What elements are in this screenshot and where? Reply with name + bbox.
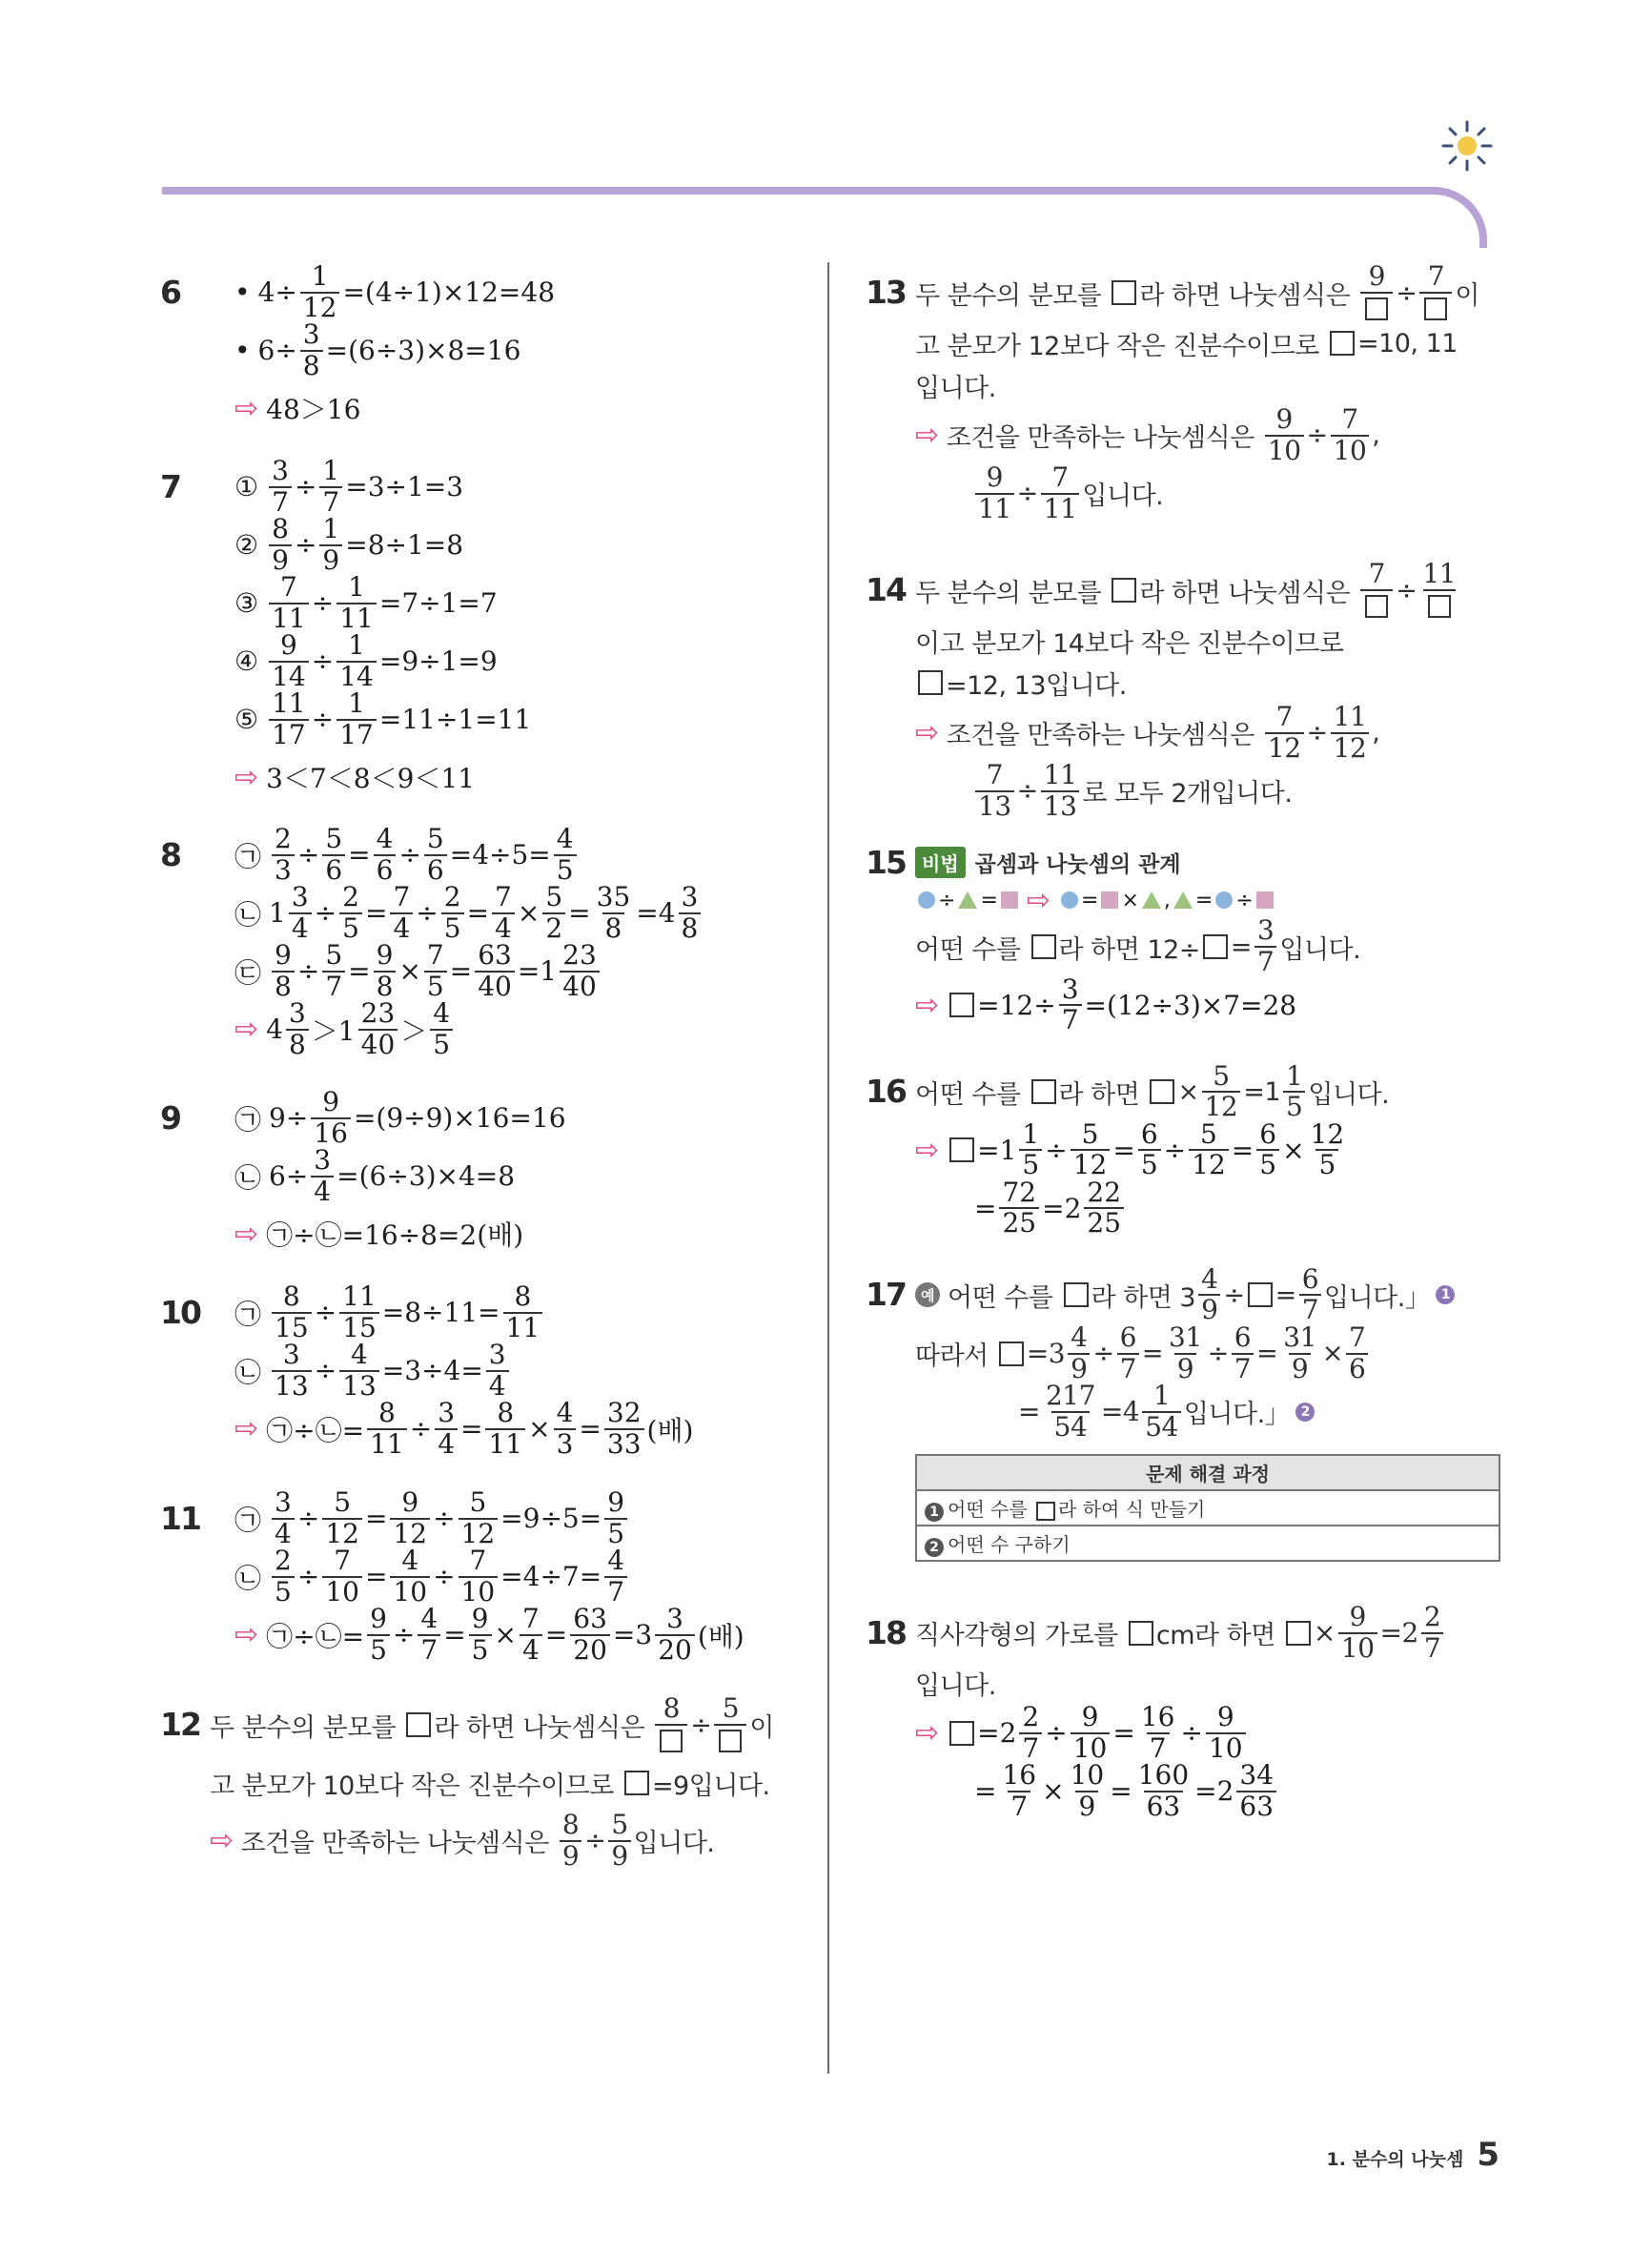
blank-box — [624, 1771, 649, 1795]
text: 어떤 수를 — [948, 1282, 1053, 1313]
triangle-icon — [958, 891, 977, 909]
blank-box — [1129, 1621, 1153, 1646]
text: 입니다. — [1308, 1079, 1390, 1110]
problem-14 — [866, 558, 1504, 822]
text: 입니다. — [633, 1829, 715, 1859]
arrow-right-icon: ⇨ — [235, 391, 259, 425]
arrow-right-icon: ⇨ — [915, 988, 940, 1022]
answer-line: ⇨ =1 $\frac{1}{5}$ ÷ $\frac{5}{12}$ = $\frac{6}{5}$ ÷ $\frac{5}{12}$ = $\frac{6}{5}$ × $\frac{12}{5}$ — [915, 1117, 1345, 1181]
problem-number: 6 — [160, 273, 180, 311]
tip-title: 곱셈과 나눗셈의 관계 — [974, 851, 1181, 877]
blank-box — [660, 1730, 683, 1752]
problem-13 — [866, 260, 1504, 524]
problem-number: 11 — [160, 1499, 200, 1537]
blank-box — [1365, 297, 1388, 320]
bullet: • — [235, 277, 251, 309]
text: 이 — [749, 1712, 774, 1743]
text: 라 하면 — [1058, 1079, 1140, 1110]
solution-line: ② $\frac{8}{9}$ ÷ $\frac{1}{9}$ =8÷1=8 — [235, 513, 464, 576]
problem-number: 15 — [866, 843, 906, 881]
text-line: 두 분수의 분모를 라 하면 나눗셈식은 9 ÷ 7 이 — [915, 263, 1504, 322]
answer-line: ⇨ 조건을 만족하는 나눗셈식은 $\frac{8}{9}$ ÷ $\frac{5}{9}$ 입니다. — [210, 1809, 715, 1872]
unit-text: (배) — [646, 1414, 694, 1446]
arrow-right-icon: ⇨ — [210, 1824, 234, 1858]
problem-8 — [160, 823, 808, 1064]
answer-line: ⇨ ㉠÷㉡= $\frac{8}{11}$ ÷ $\frac{3}{4}$ = $\frac{8}{11}$ × $\frac{4}{3}$ = $\frac{32}{33}$ (배) — [235, 1397, 694, 1460]
arrow-right-icon: ⇨ — [235, 1412, 259, 1446]
answer-text: 3＜7＜8＜9＜11 — [266, 763, 476, 795]
left-column — [160, 260, 808, 1872]
text: 조건을 만족하는 나눗셈식은 — [946, 423, 1254, 454]
text: 어떤 수를 — [948, 1498, 1028, 1522]
solution-line: ㉡ 1 $\frac{3}{4}$ ÷ $\frac{2}{5}$ = $\frac{7}{4}$ ÷ $\frac{2}{5}$ = $\frac{7}{4}$ × $\frac{5}{2}$ = $\frac{35}{8}$ =4 $\frac{3}{8}$ — [210, 884, 808, 942]
text: =12, 13입니다. — [946, 670, 1127, 701]
text: 어떤 수 구하기 — [948, 1533, 1071, 1557]
triangle-icon — [1142, 891, 1161, 909]
answer-line: = $\frac{72}{25}$ =2 $\frac{22}{25}$ — [915, 1179, 1504, 1238]
text-line: 예 어떤 수를 라 하면 3 $\frac{4}{9}$ ÷ = $\frac{6}{7}$ 입니다.」 1 — [915, 1266, 1504, 1324]
solution-line: ⑤ $\frac{11}{17}$ ÷ $\frac{1}{17}$ =11÷1=11 — [235, 687, 532, 750]
solution-line: ㉠ $\frac{2}{3}$ ÷ $\frac{5}{6}$ = $\frac{4}{6}$ ÷ $\frac{5}{6}$ =4÷5= $\frac{4}{5}$ — [210, 826, 808, 884]
answer-line: ⇨ ㉠÷㉡= $\frac{9}{5}$ ÷ $\frac{4}{7}$ = $\frac{9}{5}$ × $\frac{7}{4}$ = $\frac{63}{20}$ =3 $\frac{3}{20}$ (배) — [235, 1603, 744, 1666]
problem-number: 18 — [866, 1613, 906, 1651]
problem-number: 10 — [160, 1293, 200, 1331]
arrow-right-icon: ⇨ — [235, 1618, 259, 1652]
text-line — [915, 620, 1504, 662]
tip-header — [915, 841, 1504, 883]
blank-box — [1428, 595, 1451, 618]
blank-box — [1112, 578, 1136, 603]
text-line — [915, 322, 1504, 364]
square-icon — [1101, 891, 1118, 909]
problem-11 — [160, 1486, 808, 1670]
arrow-right-icon: ⇨ — [915, 1716, 940, 1751]
sun-icon — [1441, 120, 1493, 172]
text: =10, 11 — [1356, 328, 1458, 358]
problem-number: 7 — [160, 467, 180, 505]
blank-box — [949, 1721, 974, 1746]
text: cm라 하면 — [1155, 1621, 1275, 1651]
blank-box — [1330, 331, 1355, 356]
fraction: $\frac{3}{8}$ — [300, 321, 323, 379]
table-row — [916, 1490, 1499, 1526]
example-badge: 예 — [915, 1282, 940, 1307]
text: 어떤 수를 — [915, 1079, 1021, 1110]
step-1-badge: 1 — [1436, 1285, 1455, 1304]
blank-box — [1424, 297, 1447, 320]
solution-line: ㉠ $\frac{3}{4}$ ÷ $\frac{5}{12}$ = $\frac{9}{12}$ ÷ $\frac{5}{12}$ =9÷5= $\frac{9}{5}$ — [210, 1489, 808, 1547]
text: 입니다.」 — [1324, 1282, 1431, 1313]
text-line — [915, 662, 1504, 704]
text: 이고 분모가 14보다 작은 진분수이므로 — [915, 628, 1344, 659]
step-1-badge: 1 — [925, 1503, 944, 1522]
step-2-badge: 2 — [1295, 1403, 1315, 1422]
problem-9 — [160, 1086, 808, 1259]
solution-process-table — [915, 1454, 1500, 1562]
text-line: = $\frac{217}{54}$ =4 $\frac{1}{54}$ 입니다.」 2 — [915, 1383, 1504, 1441]
arrow-right-icon: ⇨ — [915, 716, 939, 750]
text-line — [210, 1754, 808, 1812]
text-line — [915, 1662, 1504, 1704]
problem-number: 8 — [160, 835, 180, 873]
text: 라 하면 3 — [1091, 1282, 1196, 1313]
blank-box — [1031, 1079, 1056, 1104]
arrow-right-icon: ⇨ — [235, 1013, 259, 1047]
blank-box — [1064, 1282, 1089, 1307]
blank-box — [719, 1730, 742, 1752]
blank-box — [949, 1137, 974, 1162]
chapter-title: 1. 분수의 나눗셈 — [1326, 2149, 1464, 2170]
solution-line: ㉡ 6÷ $\frac{3}{4}$ =(6÷3)×4=8 — [235, 1144, 516, 1207]
blank-box — [918, 670, 943, 695]
problem-7 — [160, 455, 808, 801]
text: 이 — [1455, 280, 1479, 311]
solution-line: ① $\frac{3}{7}$ ÷ $\frac{1}{7}$ =3÷1=3 — [235, 455, 464, 518]
circle-icon — [918, 891, 935, 909]
text: 라 하면 나눗셈식은 — [1139, 578, 1351, 608]
circle-icon — [1215, 891, 1233, 909]
text: 조건을 만족하는 나눗셈식은 — [240, 1829, 549, 1859]
problem-10 — [160, 1280, 808, 1464]
solution-line: • 4÷ $\frac{1}{12}$ =(4÷1)×12=48 — [235, 260, 556, 323]
blank-box — [999, 1342, 1024, 1366]
text: 고 분모가 10보다 작은 진분수이므로 — [210, 1771, 614, 1801]
square-icon — [1256, 891, 1274, 909]
blank-box — [949, 993, 974, 1017]
text-line — [915, 364, 1504, 406]
solution-line: ㉠ 9÷ $\frac{9}{16}$ =(9÷9)×16=16 — [235, 1086, 566, 1149]
text: 입니다. — [915, 1670, 996, 1701]
text: 고 분모가 12보다 작은 진분수이므로 — [915, 331, 1319, 361]
answer-line: ⇨ 조건을 만족하는 나눗셈식은 $\frac{9}{10}$ ÷ $\frac{7}{10}$ , — [915, 403, 1380, 466]
square-icon — [1001, 891, 1018, 909]
arrow-right-icon: ⇨ — [235, 760, 259, 794]
text: 입니다. — [1082, 481, 1164, 512]
fraction: $\frac{1}{12}$ — [300, 263, 340, 321]
tip-badge: 비법 — [915, 847, 966, 878]
text: 라 하면 나눗셈식은 — [434, 1712, 645, 1743]
text: 어떤 수를 — [915, 934, 1021, 965]
page-number: 5 — [1477, 2136, 1499, 2174]
blank-box — [1286, 1621, 1311, 1646]
arrow-right-icon: ⇨ — [915, 1133, 940, 1167]
text: 두 분수의 분모를 — [915, 280, 1102, 311]
problem-12 — [160, 1692, 808, 1872]
text: =9입니다. — [651, 1771, 770, 1801]
text-line: 따라서 =3 $\frac{4}{9}$ ÷ $\frac{6}{7}$ = $\frac{31}{9}$ ÷ $\frac{6}{7}$ = $\frac{31}{9}$ × $\frac{7}{6}$ — [915, 1324, 1504, 1383]
blank-box — [1031, 934, 1056, 959]
text-line: 어떤 수를 라 하면 × $\frac{5}{12}$ =1 $\frac{1}{5}$ 입니다. — [915, 1059, 1390, 1123]
right-column — [866, 260, 1504, 1822]
text: 직사각형의 가로를 — [915, 1621, 1118, 1651]
solution-line: ③ $\frac{7}{11}$ ÷ $\frac{1}{11}$ =7÷1=7 — [235, 571, 498, 634]
problem-number: 14 — [866, 570, 906, 608]
text: 두 분수의 분모를 — [915, 578, 1102, 608]
text: 입니다. — [915, 373, 996, 403]
header-rule — [162, 187, 1487, 248]
answer-line: $\frac{9}{11}$ ÷ $\frac{7}{11}$ 입니다. — [915, 464, 1504, 522]
text: 라 하여 식 만들기 — [1058, 1498, 1206, 1522]
text: 조건을 만족하는 나눗셈식은 — [946, 721, 1254, 751]
solution-line: • 6÷ $\frac{3}{8}$ =(6÷3)×8=16 — [235, 318, 521, 381]
text: 두 분수의 분모를 — [210, 1712, 397, 1743]
solution-line: ㉡ $\frac{3}{13}$ ÷ $\frac{4}{13}$ =3÷4= $\frac{3}{4}$ — [210, 1342, 808, 1400]
problem-18 — [866, 1601, 1504, 1822]
text: 입니다. — [1279, 934, 1361, 965]
answer-line — [210, 1205, 808, 1262]
problem-number: 9 — [160, 1098, 180, 1137]
solution-line: ㉠ $\frac{8}{15}$ ÷ $\frac{11}{15}$ =8÷11= $\frac{8}{11}$ — [210, 1283, 808, 1342]
problem-number: 17 — [866, 1276, 906, 1314]
problem-16 — [866, 1059, 1504, 1239]
answer-text: ㉠÷㉡=16÷8=2(배) — [266, 1219, 524, 1252]
answer-line: ⇨ 4 $\frac{3}{8}$ ＞1 $\frac{23}{40}$ ＞ $\frac{4}{5}$ — [210, 1000, 808, 1058]
text: 라 하면 나눗셈식은 — [1139, 280, 1351, 311]
blank-box — [1365, 595, 1388, 618]
answer-text: 48＞16 — [266, 394, 361, 426]
circle-icon — [1061, 891, 1078, 909]
blank-box — [1203, 934, 1228, 959]
blank-box — [1112, 280, 1136, 305]
answer-line: ⇨ =2 $\frac{2}{7}$ ÷ $\frac{9}{10}$ = $\frac{16}{7}$ ÷ $\frac{9}{10}$ — [915, 1704, 1504, 1762]
blank-box — [1036, 1502, 1055, 1521]
table-row — [916, 1526, 1499, 1561]
problem-6 — [160, 260, 808, 433]
problem-number: 13 — [866, 273, 906, 311]
column-divider — [827, 262, 829, 2074]
blank-box — [1150, 1079, 1174, 1104]
arrow-right-icon: ⇨ — [915, 419, 939, 453]
text: 따라서 — [915, 1342, 989, 1372]
text: 로 모두 2개입니다. — [1082, 779, 1293, 809]
answer-line: ⇨ =12÷ $\frac{3}{7}$ =(12÷3)×7=28 — [915, 973, 1297, 1036]
problem-number: 16 — [866, 1073, 906, 1111]
blank-box — [1248, 1282, 1273, 1307]
text-line: 직사각형의 가로를 cm라 하면 × $\frac{9}{10}$ =2 $\frac{2}{7}$ — [915, 1604, 1504, 1662]
answer-line: = $\frac{16}{7}$ × $\frac{10}{9}$ = $\frac{160}{63}$ =2 $\frac{34}{63}$ — [915, 1762, 1504, 1820]
text-line: 두 분수의 분모를 라 하면 나눗셈식은 7 ÷ 11 — [915, 561, 1504, 620]
arrow-right-icon: ⇨ — [1026, 883, 1051, 917]
solution-line: ④ $\frac{9}{14}$ ÷ $\frac{1}{14}$ =9÷1=9 — [235, 629, 498, 692]
blank-box — [406, 1712, 431, 1737]
page-footer — [1327, 2136, 1499, 2174]
problem-17 — [866, 1262, 1504, 1443]
text-line: 어떤 수를 라 하면 12÷ = $\frac{3}{7}$ 입니다. — [915, 914, 1361, 978]
bullet: • — [235, 335, 251, 367]
step-2-badge: 2 — [925, 1538, 944, 1557]
text-line: 두 분수의 분모를 라 하면 나눗셈식은 8 ÷ 5 이 — [210, 1695, 808, 1754]
arrow-right-icon: ⇨ — [235, 1217, 259, 1251]
answer-line: ⇨ 조건을 만족하는 나눗셈식은 $\frac{7}{12}$ ÷ $\frac{11}{12}$ , — [915, 701, 1380, 764]
unit-text: (배) — [697, 1620, 744, 1652]
answer-line — [210, 748, 808, 806]
problem-number: 12 — [160, 1705, 200, 1743]
answer-line — [210, 379, 808, 437]
triangle-icon — [1173, 891, 1193, 909]
answer-line: $\frac{7}{13}$ ÷ $\frac{11}{13}$ 로 모두 2개입니다. — [915, 762, 1504, 820]
text: 입니다.」 — [1183, 1400, 1291, 1430]
solution-line: ㉢ $\frac{9}{8}$ ÷ $\frac{5}{7}$ = $\frac{9}{8}$ × $\frac{7}{5}$ = $\frac{63}{40}$ =1 $\frac{23}{40}$ — [210, 942, 808, 1000]
solution-line: ㉡ $\frac{2}{5}$ ÷ $\frac{7}{10}$ = $\frac{4}{10}$ ÷ $\frac{7}{10}$ =4÷7= $\frac{4}{7}$ — [210, 1547, 808, 1606]
text: 라 하면 12÷ — [1058, 934, 1200, 965]
table-header: 문제 해결 과정 — [916, 1455, 1499, 1490]
relation-line: ÷ = ⇨ = × , = ÷ — [915, 883, 1504, 917]
problem-15 — [866, 841, 1504, 1034]
